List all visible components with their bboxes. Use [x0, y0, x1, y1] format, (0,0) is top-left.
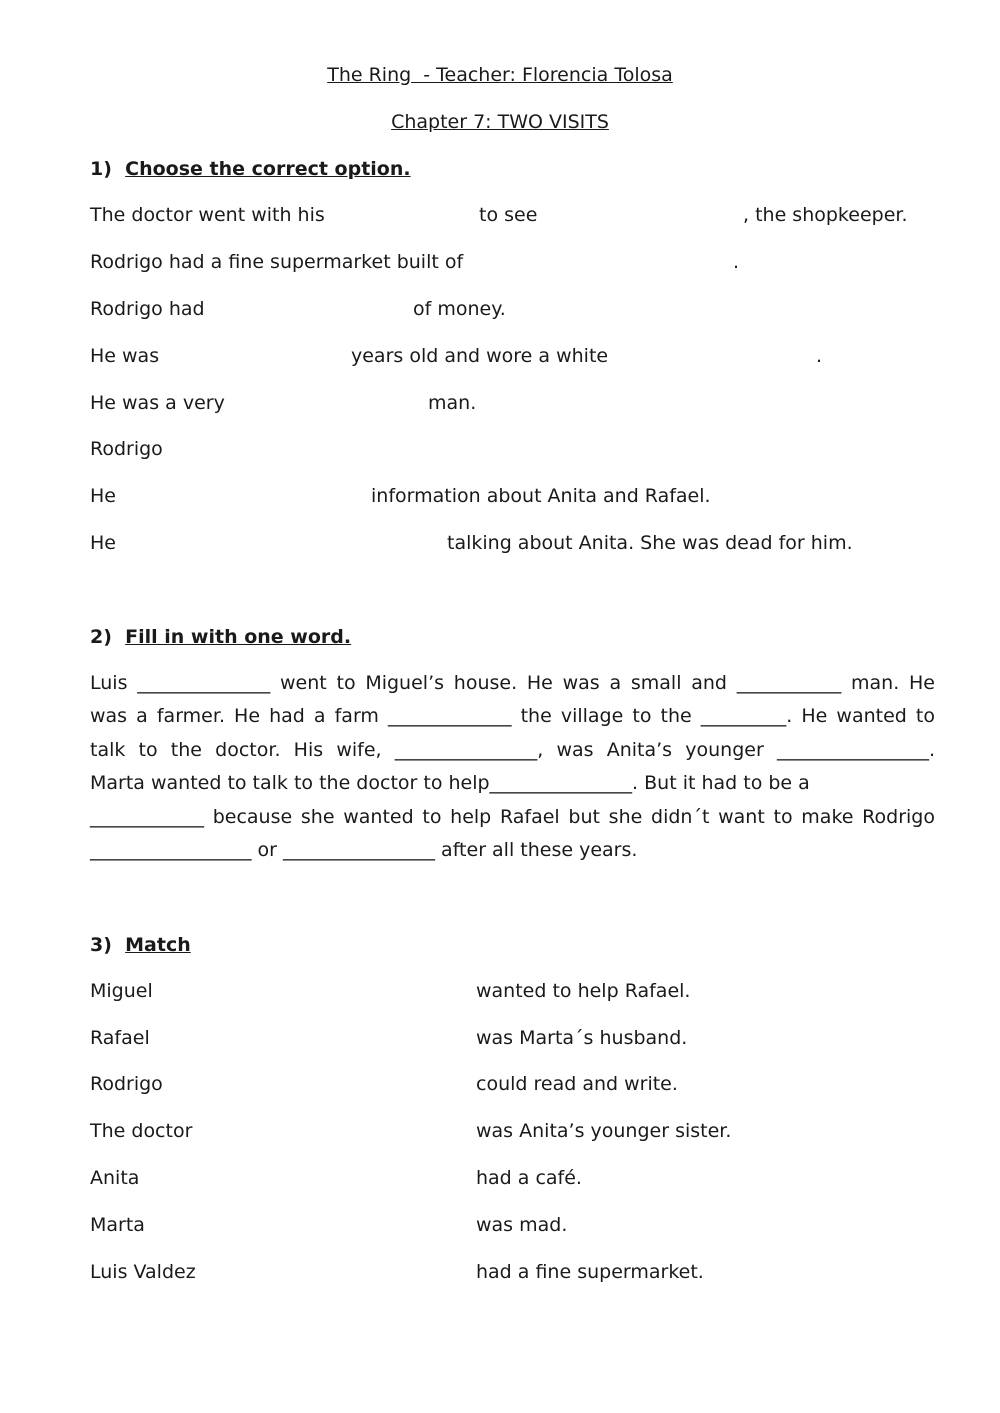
match-right-item: was mad. — [476, 1214, 568, 1236]
match-left-item: The doctor — [90, 1120, 193, 1142]
sentence-2-part-b: . — [733, 251, 740, 273]
match-left-item: Luis Valdez — [90, 1261, 196, 1283]
sentence-6-part-a: Rodrigo — [90, 438, 163, 460]
paragraph-line: _________________ or ________________ after all these years. — [90, 839, 638, 862]
match-right-item: was Anita’s younger sister. — [476, 1120, 732, 1142]
sentence-2-part-a: Rodrigo had a fine supermarket built of — [90, 251, 464, 273]
sentence-4-part-b: years old and wore a white — [351, 345, 609, 367]
section-2-number: 2) — [90, 626, 112, 648]
match-left-item: Miguel — [90, 980, 153, 1002]
sentence-7-part-a: He — [90, 485, 116, 507]
match-right-item: was Marta´s husband. — [476, 1027, 688, 1049]
sentence-8-part-a: He — [90, 532, 116, 554]
section-2-heading — [90, 628, 351, 647]
sentence-8-part-b: talking about Anita. She was dead for him. — [447, 532, 853, 554]
sentence-7-part-b: information about Anita and Rafael. — [371, 485, 711, 507]
section-1-heading — [90, 160, 411, 179]
section-1-title: Choose the correct option. — [125, 158, 411, 180]
sentence-5-part-a: He was a very — [90, 392, 225, 414]
sentence-1-part-b: to see — [479, 204, 538, 226]
section-3-heading — [90, 936, 191, 955]
sentence-3-part-b: of money. — [413, 298, 506, 320]
match-right-item: had a fine supermarket. — [476, 1261, 704, 1283]
paragraph-line: was a farmer. He had a farm _____________ the village to the _________. He wanted to — [90, 705, 935, 728]
paragraph-line: Marta wanted to talk to the doctor to help_______________. But it had to be a — [90, 772, 810, 795]
match-right-item: wanted to help Rafael. — [476, 980, 691, 1002]
match-right-item: could read and write. — [476, 1073, 678, 1095]
match-left-item: Marta — [90, 1214, 145, 1236]
paragraph-line: talk to the doctor. His wife, _______________, was Anita’s younger ________________. — [90, 738, 935, 761]
match-left-item: Rafael — [90, 1027, 150, 1049]
match-left-item: Anita — [90, 1167, 140, 1189]
chapter-title: Chapter 7: TWO VISITS — [391, 111, 609, 133]
match-right-item: had a café. — [476, 1167, 582, 1189]
match-left-item: Rodrigo — [90, 1073, 163, 1095]
section-2-title: Fill in with one word. — [125, 626, 352, 648]
sentence-1-part-c: , the shopkeeper. — [743, 204, 908, 226]
section-1-number: 1) — [90, 158, 112, 180]
paragraph-line: Luis ______________ went to Miguel’s house. He was a small and ___________ man. He — [90, 672, 935, 694]
sentence-4-part-a: He was — [90, 345, 160, 367]
section-3-title: Match — [125, 934, 191, 956]
worksheet-title: The Ring - Teacher: Florencia Tolosa — [327, 64, 673, 86]
sentence-5-part-b: man. — [428, 392, 477, 414]
paragraph-line: ____________ because she wanted to help Rafael but she didn´t want to make Rodrigo — [90, 805, 935, 828]
sentence-4-part-c: . — [816, 345, 823, 367]
sentence-1-part-a: The doctor went with his — [90, 204, 325, 226]
section-3-number: 3) — [90, 934, 112, 956]
fill-in-paragraph — [90, 667, 935, 867]
sentence-3-part-a: Rodrigo had — [90, 298, 205, 320]
